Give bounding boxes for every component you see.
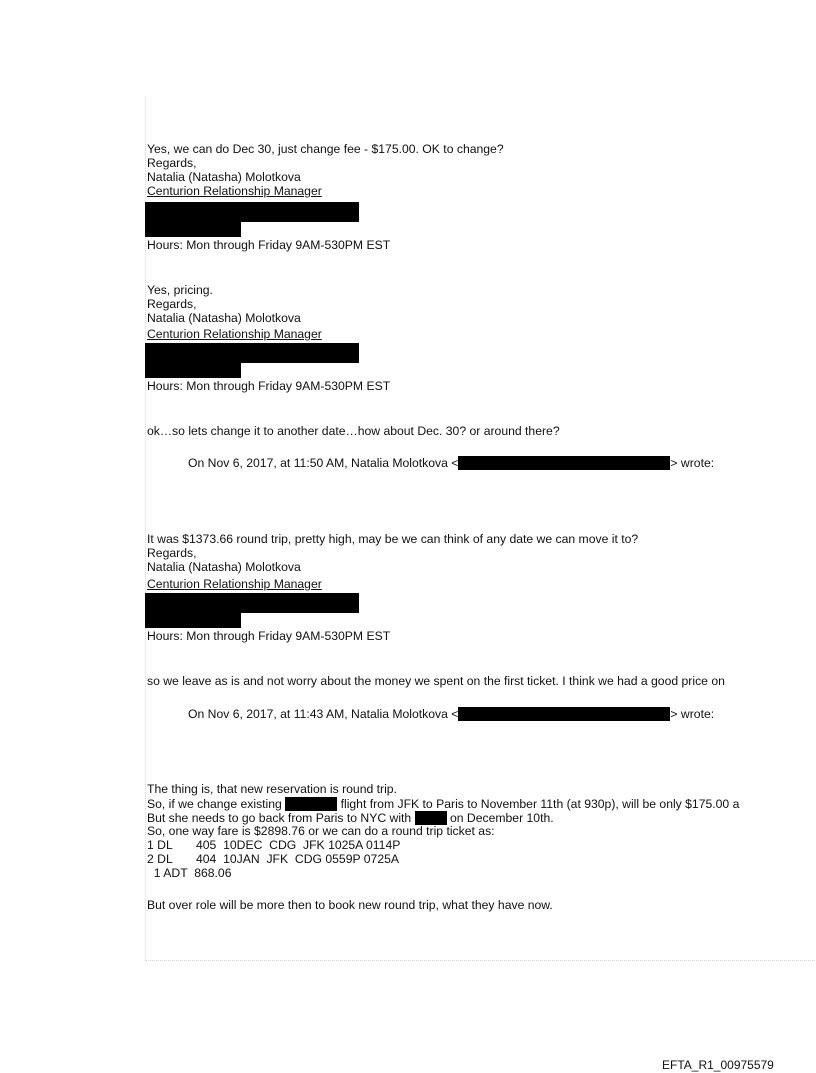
quote-header: On Nov 6, 2017, at 11:50 AM, Natalia Molotkova < > wrote: — [188, 456, 715, 470]
redaction-bar — [458, 456, 670, 470]
redaction-bar — [145, 343, 359, 363]
hours-text: Hours: Mon through Friday 9AM-530PM EST — [147, 629, 391, 643]
redaction-bar — [145, 222, 241, 237]
redaction-bar — [145, 593, 359, 613]
message-text: ok…so lets change it to another date…how about Dec. 30? or around there? — [147, 424, 560, 438]
itinerary-line: 2 DL 404 10JAN JFK CDG 0559P 0725A — [147, 852, 400, 866]
message-text: The thing is, that new reservation is round trip. — [147, 782, 397, 796]
redaction-bar — [285, 797, 337, 811]
signature-name: Natalia (Natasha) Molotkova — [147, 560, 301, 574]
redaction-bar — [145, 363, 241, 378]
hours-text: Hours: Mon through Friday 9AM-530PM EST — [147, 238, 391, 252]
signature-title: Centurion Relationship Manager — [147, 184, 322, 198]
message-text: But she needs to go back from Paris to NYC with on December 10th. — [147, 811, 554, 825]
regards-text: Regards, — [147, 297, 197, 311]
regards-text: Regards, — [147, 546, 197, 560]
message-text: Yes, we can do Dec 30, just change fee - $175.00. OK to change? — [147, 142, 504, 156]
redaction-bar — [145, 613, 241, 628]
hours-text: Hours: Mon through Friday 9AM-530PM EST — [147, 379, 391, 393]
signature-name: Natalia (Natasha) Molotkova — [147, 311, 301, 325]
signature-title: Centurion Relationship Manager — [147, 577, 322, 591]
message-text: But over role will be more then to book new round trip, what they have now. — [147, 898, 553, 912]
signature-title: Centurion Relationship Manager — [147, 327, 322, 341]
redaction-bar — [415, 811, 447, 825]
document-id: EFTA_R1_00975579 — [662, 1058, 774, 1072]
quote-header: On Nov 6, 2017, at 11:43 AM, Natalia Molotkova < > wrote: — [188, 707, 715, 721]
message-text: so we leave as is and not worry about the money we spent on the first ticket. I think we had a good price on — [147, 674, 725, 688]
redaction-bar — [458, 707, 670, 721]
signature-name: Natalia (Natasha) Molotkova — [147, 170, 301, 184]
message-text: So, one way fare is $2898.76 or we can do a round trip ticket as: — [147, 824, 495, 838]
message-text: Yes, pricing. — [147, 283, 213, 297]
message-text: It was $1373.66 round trip, pretty high, may be we can think of any date we can move it to? — [147, 532, 639, 546]
regards-text: Regards, — [147, 156, 197, 170]
fare-line: 1 ADT 868.06 — [147, 866, 232, 880]
redaction-bar — [145, 202, 359, 222]
message-text: So, if we change existing flight from JFK to Paris to November 11th (at 930p), will be only $175.00 a — [147, 797, 740, 811]
itinerary-line: 1 DL 405 10DEC CDG JFK 1025A 0114P — [147, 838, 401, 852]
